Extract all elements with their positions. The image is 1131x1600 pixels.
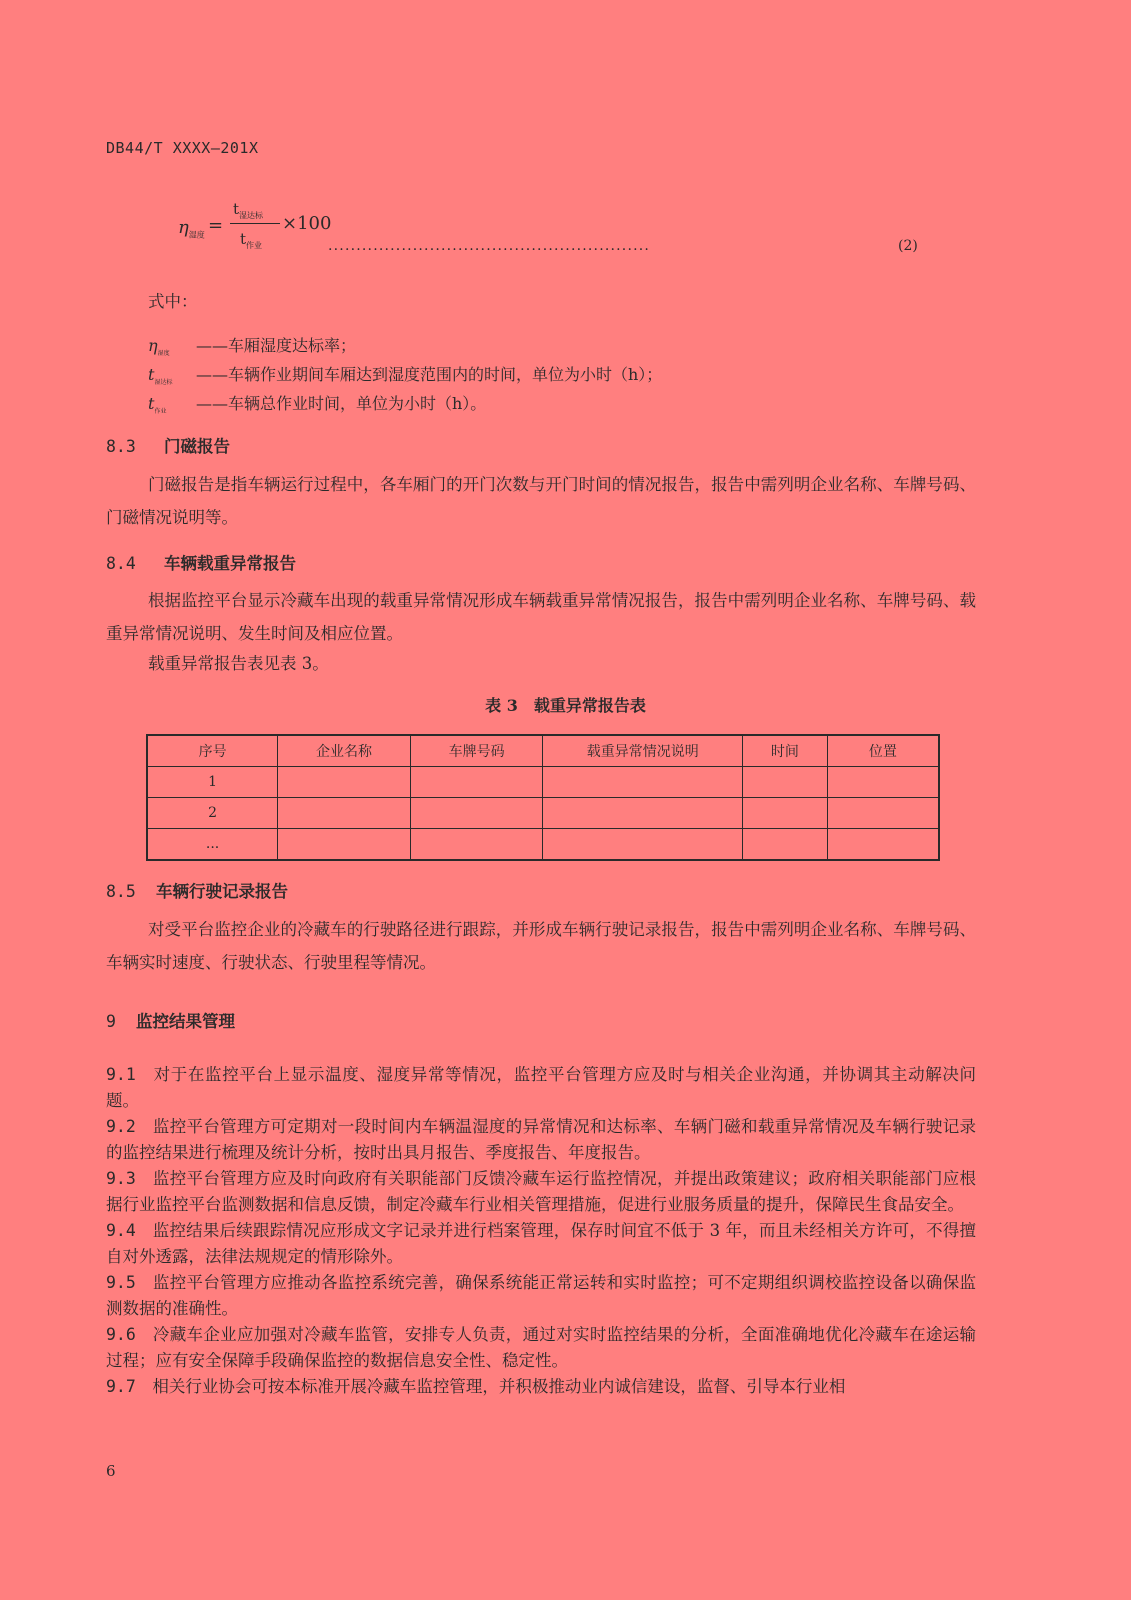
section-heading-8-5: 8.5 车辆行驶记录报告 [106,882,288,901]
table-cell [742,829,827,861]
column-header: 企业名称 [278,735,411,767]
formula-2 [178,200,938,260]
table-cell [742,798,827,829]
list-item: 9.5 监控平台管理方应推动各监控系统完善，确保系统能正常运转和实时监控；可不定期组织调校监控设备以确保监测数据的准确性。 [106,1273,977,1318]
table-cell [827,798,939,829]
column-header: 时间 [742,735,827,767]
section-heading-8-3: 8.3 门磁报告 [106,437,230,456]
table-cell [543,767,742,798]
document-code: DB44/T XXXX—201X [106,139,259,157]
section-8-5-text: 对受平台监控企业的冷藏车的行驶路径进行跟踪，并形成车辆行驶记录报告，报告中需列明企业名称、车牌号码、车辆实时速度、行驶状态、行驶里程等情况。 [106,920,976,972]
page-number: 6 [106,1462,116,1480]
table-cell [543,829,742,861]
where-label: 式中： [148,292,198,311]
table-cell [278,767,411,798]
section-heading-8-4: 8.4 车辆载重异常报告 [106,554,296,573]
column-header: 车牌号码 [410,735,543,767]
list-item: 9.2 监控平台管理方可定期对一段时间内车辆温湿度的异常情况和达标率、车辆门磁和载重异常情况及车辆行驶记录的监控结果进行梳理及统计分析，按时出具月报告、季度报告、年度报告。 [106,1117,977,1162]
table-cell: 2 [147,798,278,829]
list-item: 9.4 监控结果后续跟踪情况应形成文字记录并进行档案管理，保存时间宜不低于 3 年，而且未经相关方许可，不得擅自对外透露，法律法规规定的情形除外。 [106,1221,976,1266]
table-cell: 1 [147,767,278,798]
table-cell [827,829,939,861]
formula-leader-dots: ......................................................... [328,238,651,254]
column-header: 位置 [827,735,939,767]
list-item: 9.6 冷藏车企业应加强对冷藏车监管，安排专人负责，通过对实时监控结果的分析，全面准确地优化冷藏车在途运输过程；应有安全保障手段确保监控的数据信息安全性、稳定性。 [106,1325,977,1370]
load-anomaly-report-table [146,734,940,861]
table-cell: ... [147,829,278,861]
list-item: 9.7 相关行业协会可按本标准开展冷藏车监控管理，并积极推动业内诚信建设，监督、引导本行业相 [106,1377,846,1396]
table-row [147,767,939,798]
table-cell [410,829,543,861]
table-cell [410,767,543,798]
table-row [147,829,939,861]
formula-times-100: ×100 [282,213,332,234]
column-header: 载重异常情况说明 [543,735,742,767]
section-8-4-text: 根据监控平台显示冷藏车出现的载重异常情况形成车辆载重异常情况报告，报告中需列明企业名称、车牌号码、载重异常情况说明、发生时间及相应位置。 载重异常报告表见表 3。 [106,591,976,673]
symbol-definition: $t_{作业}$ ——车辆总作业时间，单位为小时（h）。 [148,394,487,416]
section-9-items [106,1062,976,1400]
formula-numerator: $t_{湿达标}$ [233,200,264,220]
section-heading-9: 9 监控结果管理 [106,1012,235,1031]
formula-equals: = [208,215,224,236]
table-cell [410,798,543,829]
table-cell [278,829,411,861]
table-cell [278,798,411,829]
table-cell [827,767,939,798]
table-cell [742,767,827,798]
symbol-definition: $t_{湿达标}$ ——车辆作业期间车厢达到湿度范围内的时间，单位为小时（h）； [148,365,663,387]
formula-eta: $\eta_{湿度}$ [178,217,205,240]
equation-number: (2) [898,238,918,254]
section-8-3-text: 门磁报告是指车辆运行过程中，各车厢门的开门次数与开门时间的情况报告，报告中需列明企业名称、车牌号码、门磁情况说明等。 [106,475,976,527]
list-item: 9.3 监控平台管理方应及时向政府有关职能部门反馈冷藏车运行监控情况，并提出政策建议；政府相关职能部门应根据行业监控平台监测数据和信息反馈，制定冷藏车行业相关管理措施，促进行业服务质量的提升，保障民生食品安全。 [106,1169,977,1214]
table-cell [543,798,742,829]
formula-denominator: $t_{作业}$ [240,230,263,250]
symbol-definition: $\eta_{湿度}$ ——车厢湿度达标率； [148,336,357,358]
column-header: 序号 [147,735,278,767]
table-row [147,798,939,829]
table-3-title: 表 3 载重异常报告表 [485,696,646,715]
table-header-row [147,735,939,767]
fraction-bar [230,223,280,224]
list-item: 9.1 对于在监控平台上显示温度、湿度异常等情况，监控平台管理方应及时与相关企业沟通，并协调其主动解决问题。 [106,1065,977,1110]
